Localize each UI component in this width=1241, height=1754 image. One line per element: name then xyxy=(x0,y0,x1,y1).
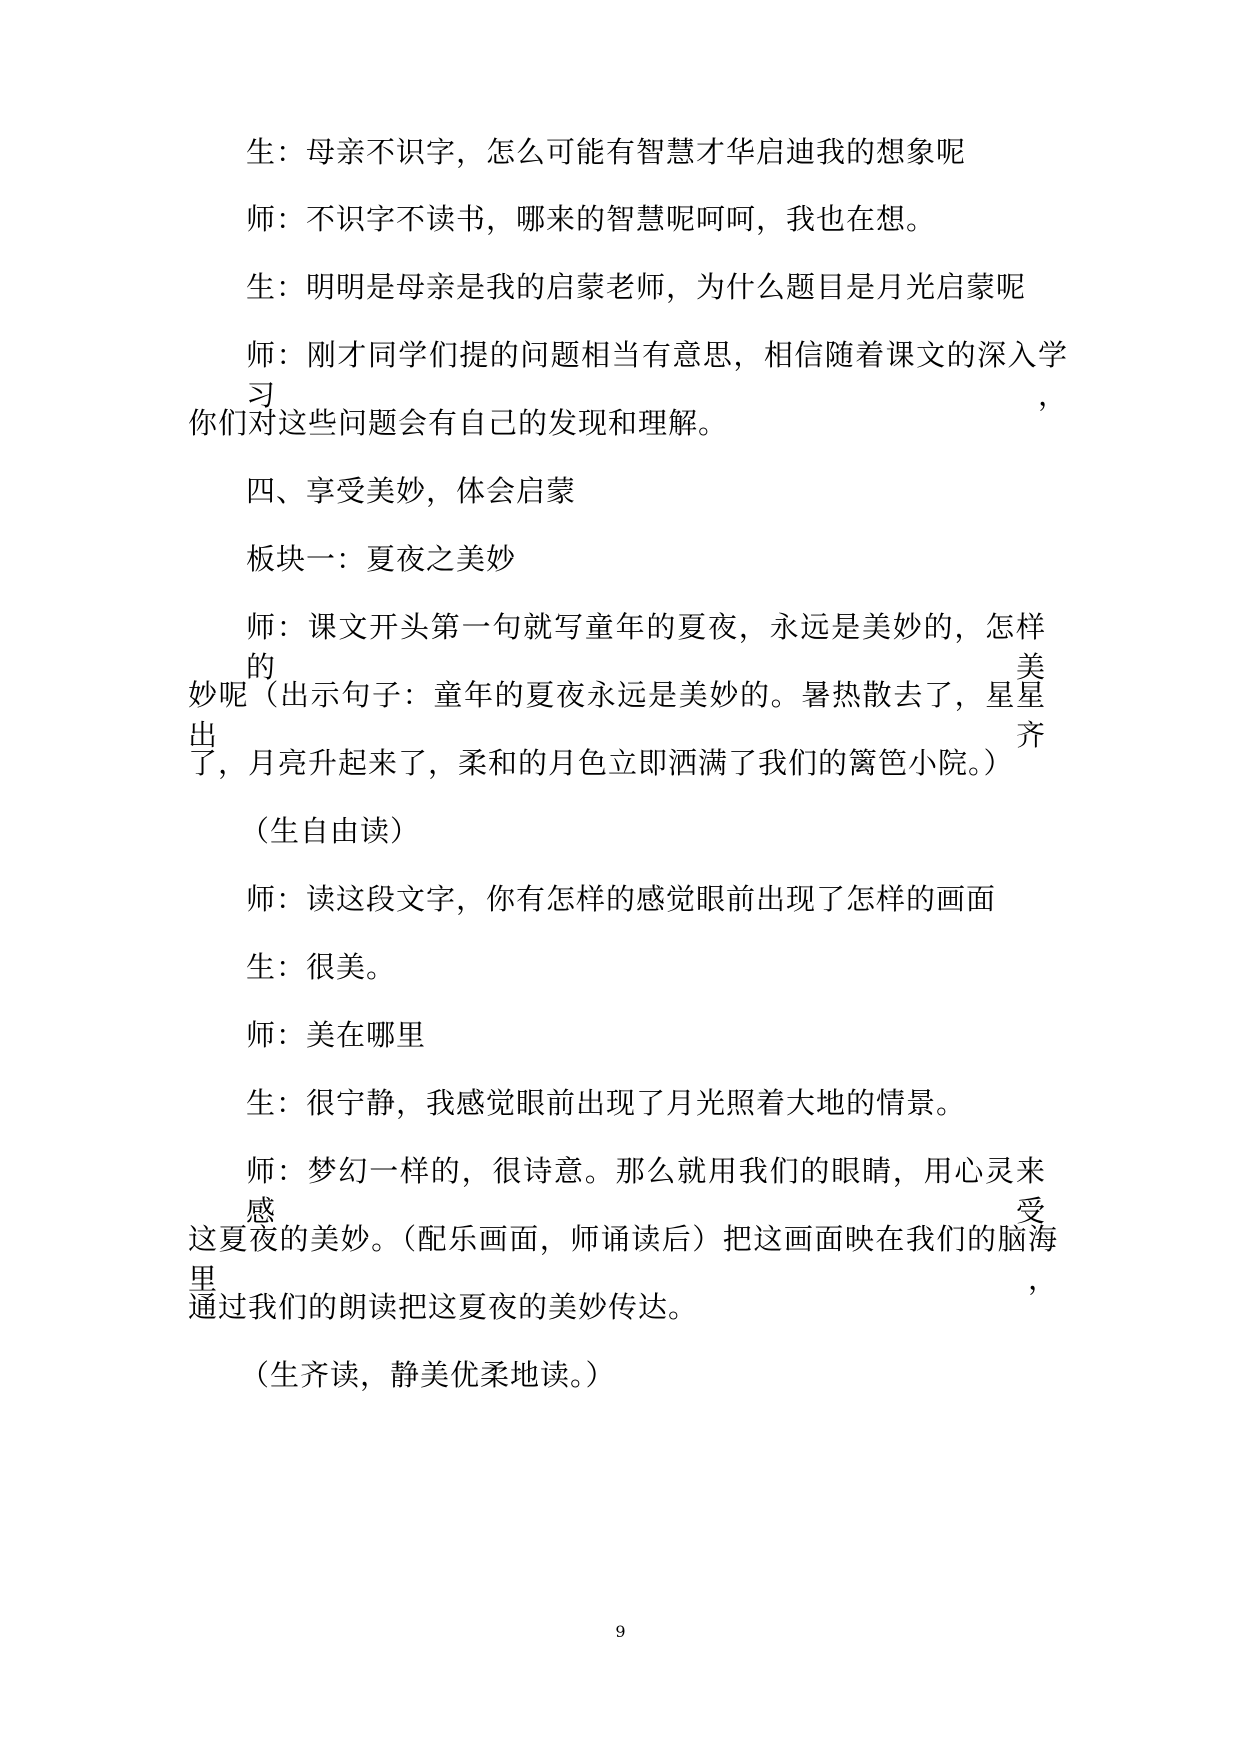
paragraph-line: 你们对这些问题会有自己的发现和理解。 xyxy=(188,406,729,440)
page-number: 9 xyxy=(615,1622,626,1641)
paragraph-line: 师：梦幻一样的，很诗意。那么就用我们的眼睛，用心灵来感受 xyxy=(246,1154,1046,1228)
paragraph-line: （生齐读，静美优柔地读。） xyxy=(240,1358,616,1392)
paragraph-line: 生：明明是母亲是我的启蒙老师，为什么题目是月光启蒙呢 xyxy=(246,270,1027,304)
paragraph-line: 师：刚才同学们提的问题相当有意思，相信随着课文的深入学习， xyxy=(246,338,1068,412)
paragraph-line: 生：母亲不识字，怎么可能有智慧才华启迪我的想象呢 xyxy=(246,135,967,169)
paragraph-line: 师：课文开头第一句就写童年的夏夜，永远是美妙的，怎样的美 xyxy=(246,610,1046,684)
section-heading: 四、享受美妙，体会启蒙 xyxy=(246,474,577,508)
paragraph-line: （生自由读） xyxy=(240,814,421,848)
paragraph-line: 生：很宁静，我感觉眼前出现了月光照着大地的情景。 xyxy=(246,1086,967,1120)
paragraph-line: 师：不识字不读书，哪来的智慧呢呵呵，我也在想。 xyxy=(246,202,937,236)
paragraph-line: 师：读这段文字，你有怎样的感觉眼前出现了怎样的画面 xyxy=(246,882,997,916)
paragraph-line: 这夏夜的美妙。（配乐画面，师诵读后）把这画面映在我们的脑海里， xyxy=(188,1222,1058,1296)
subsection-heading: 板块一：夏夜之美妙 xyxy=(246,542,517,576)
paragraph-line: 了，月亮升起来了，柔和的月色立即洒满了我们的篱笆小院。） xyxy=(188,746,1014,780)
paragraph-line: 通过我们的朗读把这夏夜的美妙传达。 xyxy=(188,1290,699,1324)
paragraph-line: 妙呢（出示句子：童年的夏夜永远是美妙的。暑热散去了，星星出齐 xyxy=(188,678,1046,752)
paragraph-line: 师：美在哪里 xyxy=(246,1018,427,1052)
paragraph-line: 生：很美。 xyxy=(246,950,397,984)
